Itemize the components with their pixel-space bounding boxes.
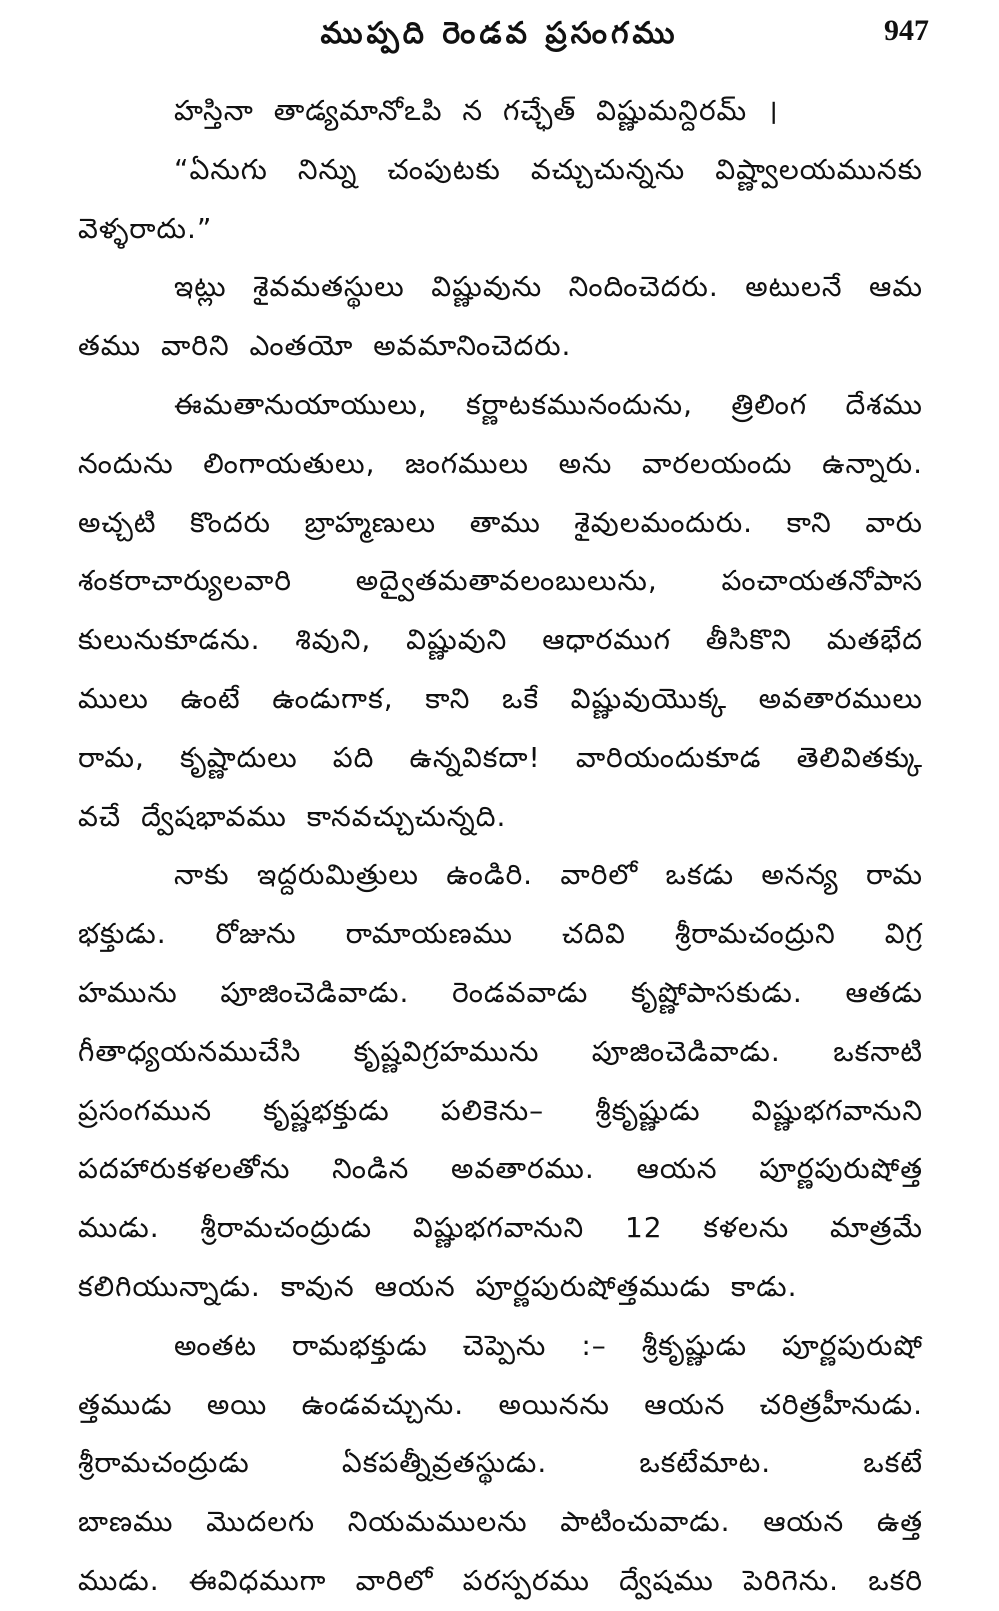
text-line: అంతట రామభక్తుడు చెప్పెను :– శ్రీకృష్ణుడు పూర్ణపురుషో — [174, 1328, 923, 1362]
text-line: వచే ద్వేషభావము కానవచ్చుచున్నది. — [78, 799, 507, 833]
text-line: త్తముడు అయి ఉండవచ్చును. అయినను ఆయన చరిత్రహీనుడు. — [78, 1387, 923, 1421]
text-line: ఇట్లు శైవమతస్థులు విష్ణువును నిందించెదరు. అటులనే ఆమ — [174, 270, 923, 304]
text-line: నందును లింగాయతులు, జంగములు అను వారలయందు ఉన్నారు. — [78, 446, 923, 480]
text-line: భక్తుడు. రోజును రామాయణము చదివి శ్రీరామచంద్రుని విగ్ర — [78, 917, 923, 951]
text-line: ముడు. ఈవిధముగా వారిలో పరస్పరము ద్వేషము పెరిగెను. ఒకరి — [78, 1563, 923, 1597]
text-line: “ఏనుగు నిన్ను చంపుటకు వచ్చుచున్నను విష్ణ్వాలయమునకు — [174, 152, 923, 186]
text-line: కులునుకూడను. శివుని, విష్ణువుని ఆధారముగ తీసికొని మతభేద — [78, 623, 923, 657]
page-number: 947 — [884, 14, 929, 47]
text-line: హమును పూజించెడివాడు. రెండవవాడు కృష్ణోపాసకుడు. ఆతడు — [78, 975, 923, 1009]
text-line: బాణము మొదలగు నియమములను పాటించువాడు. ఆయన ఉత్త — [78, 1505, 923, 1539]
page-header — [60, 10, 939, 70]
text-line: ఈమతానుయాయులు, కర్ణాటకమునందును, త్రిలింగ దేశము — [174, 387, 923, 421]
text-line: పదహారుకళలతోను నిండిన అవతారము. ఆయన పూర్ణపురుషోత్త — [78, 1152, 923, 1186]
text-line: శంకరాచార్యులవారి అద్వైతమతావలంబులును, పంచాయతనోపాస — [78, 564, 923, 598]
text-line: ప్రసంగమున కృష్ణభక్తుడు పలికెను– శ్రీకృష్ణుడు విష్ణుభగవానుని — [78, 1093, 923, 1127]
text-line: రామ, కృష్ణాదులు పది ఉన్నవికదా! వారియందుకూడ తెలివితక్కు — [78, 740, 923, 774]
text-line: నాకు ఇద్దరుమిత్రులు ఉండిరి. వారిలో ఒకడు అనన్య రామ — [174, 858, 923, 892]
text-line: గీతాధ్యయనముచేసి కృష్ణవిగ్రహమును పూజించెడివాడు. ఒకనాటి — [78, 1034, 923, 1068]
chapter-title: ముప్పది రెండవ ప్రసంగము — [320, 16, 679, 51]
body-text — [78, 82, 923, 1611]
text-line: హస్తినా తాడ్యమానోఽపి న గచ్ఛేత్ విష్ణుమన్దిరమ్ । — [174, 94, 779, 127]
text-line: అచ్చటి కొందరు బ్రాహ్మణులు తాము శైవులమందురు. కాని వారు — [78, 505, 923, 539]
text-line: తము వారిని ఎంతయో అవమానించెదరు. — [78, 329, 572, 363]
text-line: కలిగియున్నాడు. కావున ఆయన పూర్ణపురుషోత్తముడు కాడు. — [78, 1269, 798, 1303]
text-line: శ్రీరామచంద్రుడు ఏకపత్నీవ్రతస్థుడు. ఒకటేమాట. ఒకటే — [78, 1446, 923, 1480]
text-line: వెళ్ళరాదు.” — [78, 211, 213, 245]
text-line: ముడు. శ్రీరామచంద్రుడు విష్ణుభగవానుని 12 కళలను మాత్రమే — [78, 1211, 923, 1245]
text-line: ములు ఉంటే ఉండుగాక, కాని ఒకే విష్ణువుయొక్క అవతారములు — [78, 681, 923, 715]
